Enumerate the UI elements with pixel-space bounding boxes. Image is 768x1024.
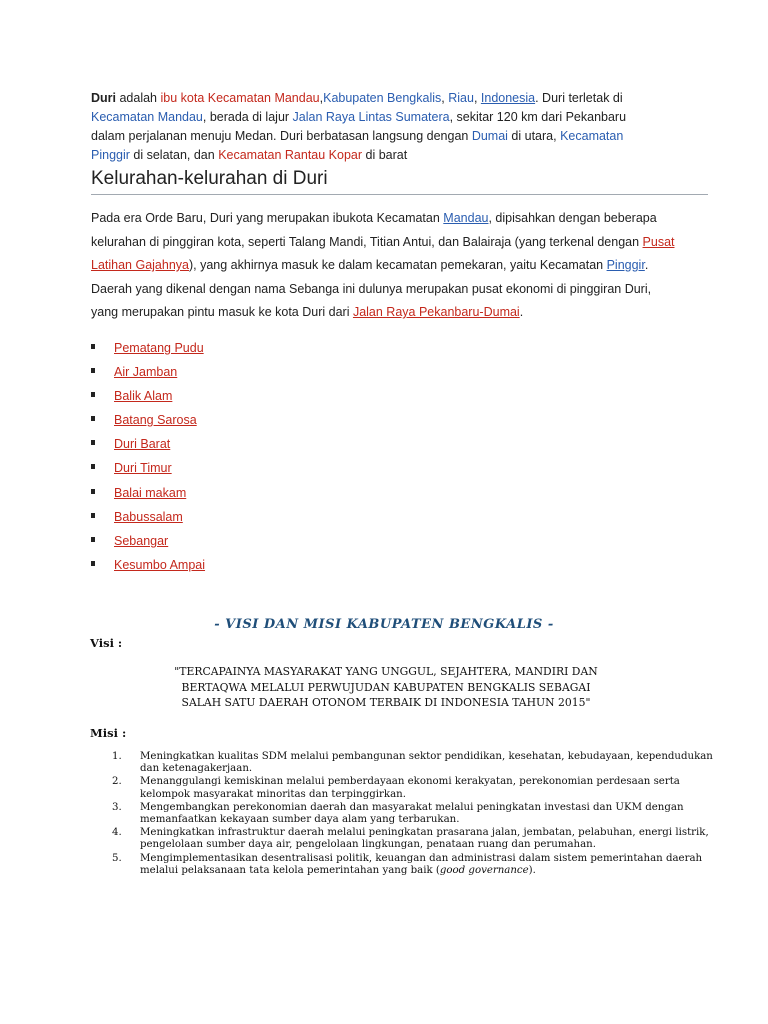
link-indonesia[interactable]: Indonesia [480,91,536,105]
visi-label: Visi : [90,636,123,650]
misi-text-tail: ). [528,864,536,876]
list-item [112,827,724,851]
misi-label: Misi : [90,726,127,740]
list-item [91,386,205,410]
list-item [91,338,205,362]
misi-text: Meningkatkan kualitas SDM melalui pembangunan sektor pendidikan, kesehatan, kebudayaan, kependudukan dan ketenagakerjaan. [140,751,713,775]
misi-text: Mengimplementasikan desentralisasi politik, keuangan dan administrasi dalam sistem pemerintahan daerah melalui pelaksanaan tata kelola pemerintahan yang baik ( [140,852,703,876]
list-number: 2. [112,776,122,788]
link-kecamatan-rantau-kopar[interactable]: Kecamatan Rantau Kopar [218,148,363,162]
kelurahan-link[interactable]: Air Jamban [114,365,178,380]
kelurahan-link[interactable]: Duri Timur [114,461,172,476]
list-item [91,458,205,482]
list-item [91,434,205,458]
link-mandau[interactable]: Mandau [443,211,489,225]
list-item [91,507,205,531]
section-paragraph [91,207,681,325]
bullet-icon [91,368,95,373]
kelurahan-link[interactable]: Balai makam [114,485,187,500]
bullet-icon [91,344,95,349]
list-item [112,751,724,775]
misi-italic-term: good governance [439,864,529,876]
intro-bold-term: Duri [91,91,116,105]
kelurahan-list [91,338,205,579]
bullet-icon [91,440,95,445]
misi-list [112,751,724,878]
list-item [112,853,724,877]
link-kecamatan-mandau[interactable]: Kecamatan Mandau [91,110,203,124]
intro-text: . Duri terletak di [535,91,623,105]
list-item [91,362,205,386]
intro-text: di barat [362,148,408,162]
intro-text: , [441,91,449,105]
link-pinggir[interactable]: Pinggir [606,258,645,272]
visi-misi-title: - VISI DAN MISI KABUPATEN BENGKALIS - [214,617,554,632]
intro-text: di selatan, dan [129,148,219,162]
intro-text: adalah [116,91,161,105]
intro-text: , [473,91,481,105]
misi-text: Mengembangkan perekonomian daerah dan masyarakat melalui peningkatan investasi dan UKM dengan memanfaatkan kekayaan sumber daya alam yang terbarukan. [140,801,684,826]
bullet-icon [91,392,95,397]
intro-text: , sekitar 120 km dari Pekanbaru dalam perjalanan menuju Medan. Duri berbatasan langsung dengan [91,110,627,143]
link-dumai[interactable]: Dumai [471,129,508,143]
link-pusat-latihan-gajah[interactable]: Pusat Latihan Gajahnya [91,234,675,272]
list-number: 5. [112,852,122,864]
para-text: ), yang akhirnya masuk ke dalam kecamatan pemekaran, yaitu Kecamatan [189,258,607,272]
misi-text: Menanggulangi kemiskinan melalui pemberdayaan ekonomi kerakyatan, perekonomian perdesaan serta kelompok masyarakat minoritas dan terpinggirkan. [140,776,680,800]
bullet-icon [91,489,95,494]
list-item [91,531,205,555]
kelurahan-link[interactable]: Kesumbo Ampai [114,557,206,572]
misi-text: Meningkatkan infrastruktur daerah melalui peningkatan prasarana jalan, jembatan, pelabuhan, energi listrik, pengelolaan sumber daya air, pengelolaan lingkungan, penataan ruang dan perumahan. [140,827,709,851]
list-item [91,555,205,579]
link-kecamatan-pinggir[interactable]: Kecamatan Pinggir [91,129,624,162]
kelurahan-link[interactable]: Babussalam [114,509,183,524]
list-number: 4. [112,827,122,839]
link-kabupaten-bengkalis[interactable]: Kabupaten Bengkalis [323,91,442,105]
intro-text: , berada di lajur [202,110,293,124]
list-number: 3. [112,801,122,813]
kelurahan-link[interactable]: Balik Alam [114,389,173,404]
para-text: Pada era Orde Baru, Duri yang merupakan ibukota Kecamatan [91,211,444,225]
list-item [112,802,724,826]
list-item [91,483,205,507]
bullet-icon [91,537,95,542]
section-heading: Kelurahan-kelurahan di Duri [91,168,708,195]
kelurahan-link[interactable]: Sebangar [114,533,169,548]
para-text: . Daerah yang dikenal dengan nama Sebanga ini dulunya merupakan pusat ekonomi di pinggiran Duri, yang merupakan pintu masuk ke kota Duri dari [91,258,652,319]
list-item [91,410,205,434]
bullet-icon [91,416,95,421]
bullet-icon [91,464,95,469]
link-riau[interactable]: Riau [448,91,474,105]
para-text: , dipisahkan dengan beberapa kelurahan di pinggiran kota, seperti Talang Mandi, Titian Antui, dan Balairaja (yang terkenal dengan [91,211,657,249]
bullet-icon [91,513,95,518]
kelurahan-link[interactable]: Duri Barat [114,437,171,452]
list-number: 1. [112,751,122,762]
intro-text: di utara, [507,129,561,143]
bullet-icon [91,561,95,566]
link-jalan-raya-lintas-sumatera[interactable]: Jalan Raya Lintas Sumatera [292,110,450,124]
visi-statement: "TERCAPAINYA MASYARAKAT YANG UNGGUL, SEJAHTERA, MANDIRI DAN BERTAQWA MELALUI PERWUJUDAN KABUPATEN BENGKALIS SEBAGAI SALAH SATU DAERAH OTONOM TERBAIK DI INDONESIA TAHUN 2015" [174,665,598,709]
link-ibu-kota[interactable]: ibu kota Kecamatan Mandau [160,91,320,105]
para-text: . [519,305,524,319]
list-item [112,776,724,800]
intro-text: , [319,91,324,105]
intro-paragraph [91,89,651,165]
kelurahan-link[interactable]: Pematang Pudu [114,341,204,355]
link-jalan-raya-pekanbaru-dumai[interactable]: Jalan Raya Pekanbaru-Dumai [352,305,520,319]
kelurahan-link[interactable]: Batang Sarosa [114,413,197,428]
